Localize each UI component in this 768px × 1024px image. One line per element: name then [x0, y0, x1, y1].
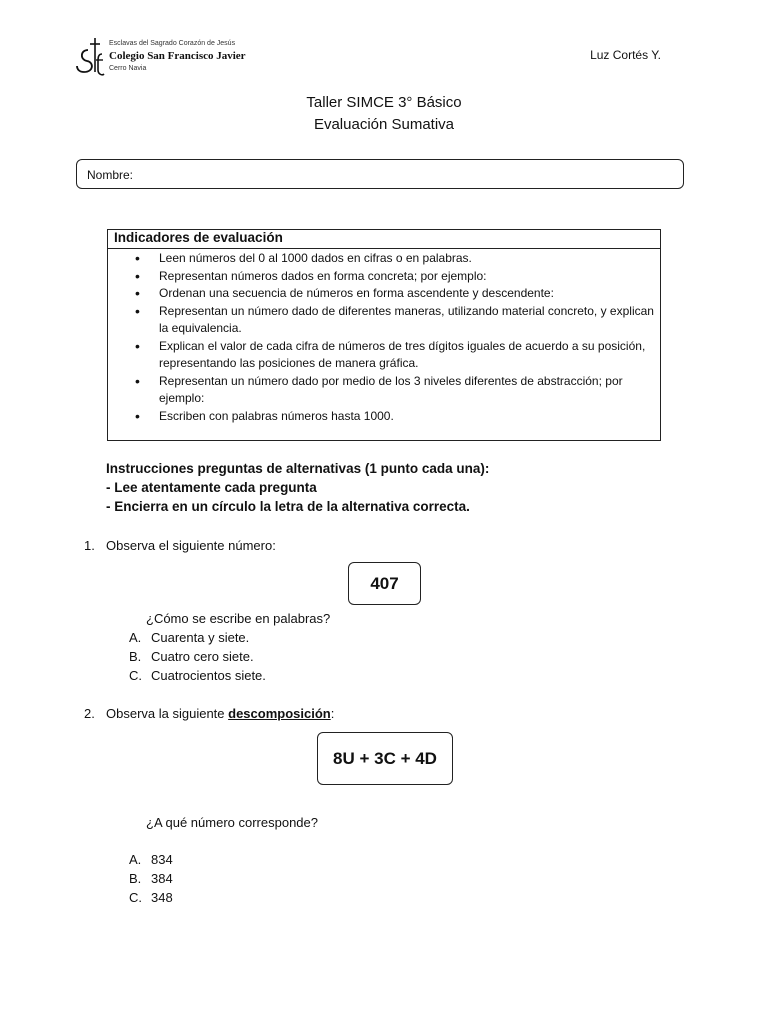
indicator-item: • Representan un número dado de diferentes maneras, utilizando material concreto, y explican la equivalencia. — [140, 303, 655, 338]
question-2-prompt-start: Observa la siguiente — [106, 706, 229, 721]
question-2-prompt-end: : — [330, 706, 335, 721]
option-letter: B. — [129, 871, 142, 886]
school-location: Cerro Navia — [109, 65, 147, 72]
indicator-item: • Representan números dados en forma concreta; por ejemplo: — [140, 268, 655, 286]
author-name: Luz Cortés Y. — [590, 48, 661, 62]
indicator-item: • Explican el valor de cada cifra de números de tres dígitos iguales de acuerdo a su posición, representando las posiciones de manera gráfica. — [140, 338, 655, 373]
school-name: Colegio San Francisco Javier — [109, 50, 246, 62]
option-letter: A. — [129, 630, 142, 645]
indicator-item: • Escriben con palabras números hasta 1000. — [140, 408, 655, 426]
indicators-heading: Indicadores de evaluación — [114, 230, 283, 245]
question-1-number: 1. — [84, 538, 95, 553]
question-1-number-box: 407 — [348, 562, 421, 605]
indicator-item: • Ordenan una secuencia de números en forma ascendente y descendente: — [140, 285, 655, 303]
question-2-expression-box: 8U + 3C + 4D — [317, 732, 453, 785]
question-2-prompt-emphasis: descomposición — [228, 706, 331, 721]
indicators-list — [140, 250, 655, 425]
option-text: Cuatro cero siete. — [151, 649, 254, 664]
question-2-number: 2. — [84, 706, 95, 721]
name-field-label: Nombre: — [87, 168, 134, 182]
instructions-step-circle: - Encierra en un círculo la letra de la alternativa correcta. — [106, 499, 470, 514]
question-1-option-a[interactable] — [129, 630, 249, 645]
option-letter: C. — [129, 668, 142, 683]
option-letter: A. — [129, 852, 142, 867]
option-text: Cuarenta y siete. — [151, 630, 250, 645]
option-text: Cuatrocientos siete. — [151, 668, 266, 683]
question-1-option-c[interactable] — [129, 668, 266, 683]
document-title: Taller SIMCE 3° Básico — [306, 94, 462, 111]
question-2-question: ¿A qué número corresponde? — [146, 815, 318, 830]
option-text: 348 — [151, 890, 173, 905]
question-2-option-c[interactable] — [129, 890, 173, 905]
option-text: 384 — [151, 871, 173, 886]
indicator-item: • Representan un número dado por medio de los 3 niveles diferentes de abstracción; por ejemplo: — [140, 373, 655, 408]
question-1-prompt: Observa el siguiente número: — [106, 538, 276, 553]
option-letter: C. — [129, 890, 142, 905]
question-2-prompt — [106, 706, 334, 721]
instructions-step-read: - Lee atentamente cada pregunta — [106, 480, 317, 495]
option-text: 834 — [151, 852, 173, 867]
document-subtitle: Evaluación Sumativa — [313, 116, 455, 133]
sfj-logo-icon — [76, 36, 106, 78]
instructions-heading: Instrucciones preguntas de alternativas (1 punto cada una): — [106, 461, 490, 476]
name-field[interactable] — [76, 159, 684, 189]
question-1-question: ¿Cómo se escribe en palabras? — [146, 611, 331, 626]
question-2-option-b[interactable] — [129, 871, 173, 886]
question-1-option-b[interactable] — [129, 649, 254, 664]
option-letter: B. — [129, 649, 142, 664]
question-2-option-a[interactable] — [129, 852, 173, 867]
indicator-item: • Leen números del 0 al 1000 dados en cifras o en palabras. — [140, 250, 655, 268]
school-congregation: Esclavas del Sagrado Corazón de Jesús — [109, 40, 236, 47]
